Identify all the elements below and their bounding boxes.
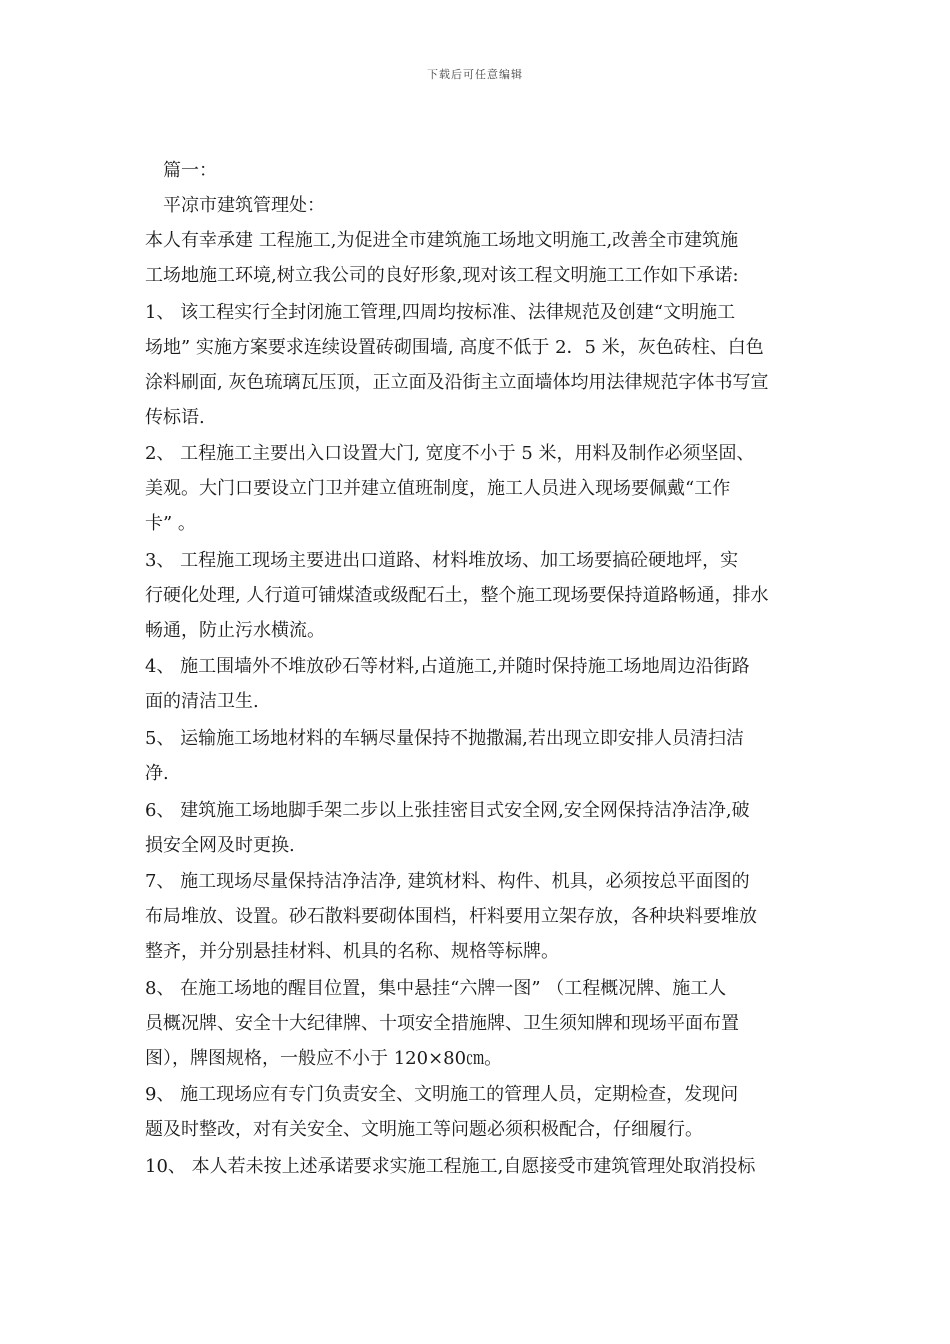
item-line: 净. [145, 762, 169, 784]
item-line: 员概况牌、安全十大纪律牌、十项安全措施牌、卫生须知牌和现场平面布置 [145, 1012, 739, 1034]
item-line: 行硬化处理, 人行道可铺煤渣或级配石土，整个施工现场要保持道路畅通，排水 [145, 584, 769, 606]
item-line: 卡” 。 [145, 513, 196, 535]
section-label: 篇一： [163, 160, 217, 181]
item-line: 整齐，并分别悬挂材料、机具的名称、规格等标牌。 [145, 941, 559, 963]
item-line: 2、 工程施工主要出入口设置大门, 宽度不小于 5 米，用料及制作必须坚固、 [145, 443, 755, 465]
item-7 [145, 864, 815, 969]
item-line: 美观。大门口要设立门卫并建立值班制度，施工人员进入现场要佩戴“工作 [145, 478, 731, 500]
intro-paragraph [145, 223, 815, 293]
item-10 [145, 1149, 815, 1184]
header-note: 下载后可任意编辑 [427, 68, 523, 81]
item-line: 布局堆放、设置。砂石散料要砌体围档，杆料要用立架存放，各种块料要堆放 [145, 906, 757, 928]
item-line: 4、 施工围墙外不堆放砂石等材料,占道施工,并随时保持施工场地周边沿街路 [145, 656, 750, 678]
item-4 [145, 649, 815, 719]
item-8 [145, 971, 815, 1076]
item-line: 损安全网及时更换. [145, 834, 295, 856]
item-2 [145, 436, 815, 541]
item-line: 5、 运输施工场地材料的车辆尽量保持不抛撒漏,若出现立即安排人员清扫洁 [145, 727, 744, 749]
item-line: 6、 建筑施工场地脚手架二步以上张挂密目式安全网,安全网保持洁净洁净,破 [145, 799, 750, 821]
item-line: 8、 在施工场地的醒目位置，集中悬挂“六牌一图” （工程概况牌、施工人 [145, 977, 727, 999]
item-line: 1、 该工程实行全封闭施工管理,四周均按标准、法律规范及创建“文明施工 [145, 301, 736, 323]
item-line: 传标语. [145, 406, 205, 428]
addressee: 平凉市建筑管理处： [163, 195, 325, 216]
intro-line: 本人有幸承建 工程施工,为促进全市建筑施工场地文明施工,改善全市建筑施 [145, 230, 739, 251]
item-line: 10、 本人若未按上述承诺要求实施工程施工,自愿接受市建筑管理处取消投标 [145, 1155, 756, 1177]
intro-line: 工场地施工环境,树立我公司的良好形象,现对该工程文明施工工作如下承诺: [145, 265, 739, 286]
item-line: 7、 施工现场尽量保持洁净洁净, 建筑材料、构件、机具，必须按总平面图的 [145, 871, 750, 893]
item-line: 题及时整改，对有关安全、文明施工等问题必须积极配合，仔细履行。 [145, 1119, 703, 1141]
item-line: 涂料刷面, 灰色琉璃瓦压顶，正立面及沿街主立面墙体均用法律规范字体书写宣 [145, 371, 769, 393]
item-line: 9、 施工现场应有专门负责安全、文明施工的管理人员，定期检查，发现问 [145, 1084, 739, 1106]
document-body [145, 153, 815, 1186]
item-line: 3、 工程施工现场主要进出口道路、材料堆放场、加工场要搞砼硬地坪，实 [145, 549, 739, 571]
item-9 [145, 1077, 815, 1147]
item-6 [145, 793, 815, 863]
item-line: 畅通，防止污水横流。 [145, 619, 325, 641]
item-3 [145, 543, 815, 648]
item-line: 面的清洁卫生. [145, 691, 259, 713]
item-line: 图），牌图规格，一般应不小于 120×80㎝。 [145, 1047, 503, 1069]
item-line: 场地” 实施方案要求连续设置砖砌围墙, 高度不低于 2．5 米，灰色砖柱、白色 [145, 336, 764, 358]
item-1 [145, 295, 815, 435]
item-5 [145, 721, 815, 791]
